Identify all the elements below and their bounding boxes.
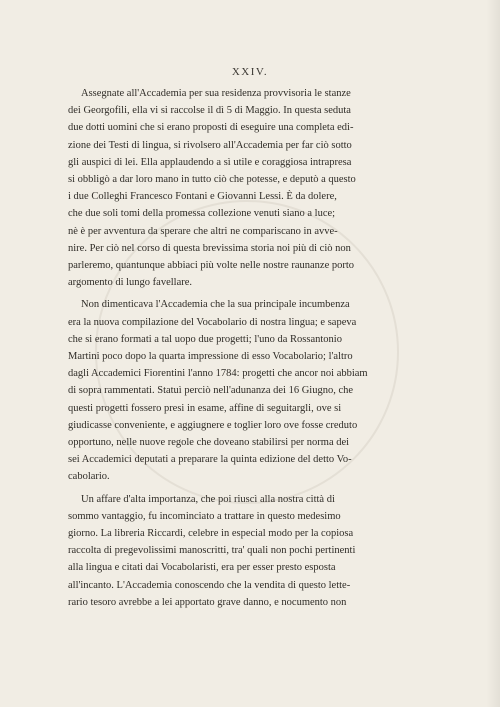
text-line: dagli Accademici Fiorentini l'anno 1784: progetti che ancor noi abbiam (68, 368, 368, 380)
text-line: alla lingua e citati dai Vocabolaristi, era per esser presto esposta (68, 562, 336, 574)
text-line: che si erano formati a tal uopo due progetti; l'uno da Rossantonio (68, 333, 342, 345)
text-line: zione dei Testi di lingua, si rivolsero all'Accademia per far ciò sotto (68, 139, 352, 151)
text-line: di sopra rammentati. Statuì perciò nell'adunanza dei 16 Giugno, che (68, 385, 354, 397)
text-line: che due soli tomi della promessa collezione venuti siano a luce; (68, 208, 336, 220)
text-line: i due Colleghi Francesco Fontani e Giovanni Lessi. È da dolere, (68, 191, 337, 203)
text-line: all'incanto. L'Accademia conoscendo che la vendita di questo lette- (68, 579, 351, 591)
text-line: sommo vantaggio, fu incominciato a trattare in questo medesimo (68, 510, 341, 522)
text-line: giorno. La libreria Riccardi, celebre in especial modo per la copiosa (68, 528, 354, 540)
text-line: questi progetti fossero presi in esame, affine di seguitargli, ove si (68, 402, 342, 414)
text-line: dei Georgofili, ella vi si raccolse il dì 5 di Maggio. In questa seduta (68, 105, 351, 117)
text-line: nè è per avventura da sperare che altri ne compariscano in avve- (68, 225, 338, 237)
text-line: parleremo, quantunque abbiaci più volte nelle nostre raunanze porto (68, 260, 355, 272)
text-line: opportuno, nelle nuove regole che doveano stabilirsi per norma dei (68, 437, 350, 449)
page-number: XXIV. (231, 66, 269, 78)
body-text (68, 85, 440, 616)
paragraph (68, 491, 440, 611)
text-line: due dotti uomini che si erano proposti di eseguire una completa edi- (68, 122, 354, 134)
text-line: sei Accademici deputati a preparare la quinta edizione del detto Vo- (68, 454, 352, 466)
text-line: Assegnate all'Accademia per sua residenza provvisoria le stanze (81, 88, 351, 99)
text-line: Un affare d'alta importanza, che poi riuscì alla nostra città di (81, 493, 335, 505)
text-line: Martini poco dopo la quarta impressione di esso Vocabolario; l'altro (68, 351, 353, 363)
text-line: nire. Per ciò nel corso di questa brevissima storia noi più di ciò non (68, 242, 351, 254)
text-line: raccolta di pregevolissimi manoscritti, tra' quali non pochi pertinenti (68, 545, 356, 557)
paragraph (68, 85, 440, 291)
text-line: gli auspici di lei. Ella applaudendo a sì utile e coraggiosa intrapresa (68, 156, 352, 168)
text-line: rario tesoro avrebbe a lei apportato grave danno, e nocumento non (68, 596, 347, 608)
text-line: Non dimenticava l'Accademia che la sua principale incumbenza (81, 299, 350, 311)
text-line: argomento di lungo favellare. (68, 277, 193, 289)
paragraph (68, 296, 440, 485)
text-line: si obbligò a dar loro mano in tutto ciò che potesse, e deputò a questo (68, 174, 356, 186)
text-line: cabolario. (68, 471, 110, 483)
page-edge-shadow (486, 0, 500, 707)
text-line: giudicasse conveniente, e aggiugnere e toglier loro ove fosse creduto (68, 419, 358, 431)
text-line: era la nuova compilazione del Vocabolario di nostra lingua; e sapeva (68, 316, 357, 328)
